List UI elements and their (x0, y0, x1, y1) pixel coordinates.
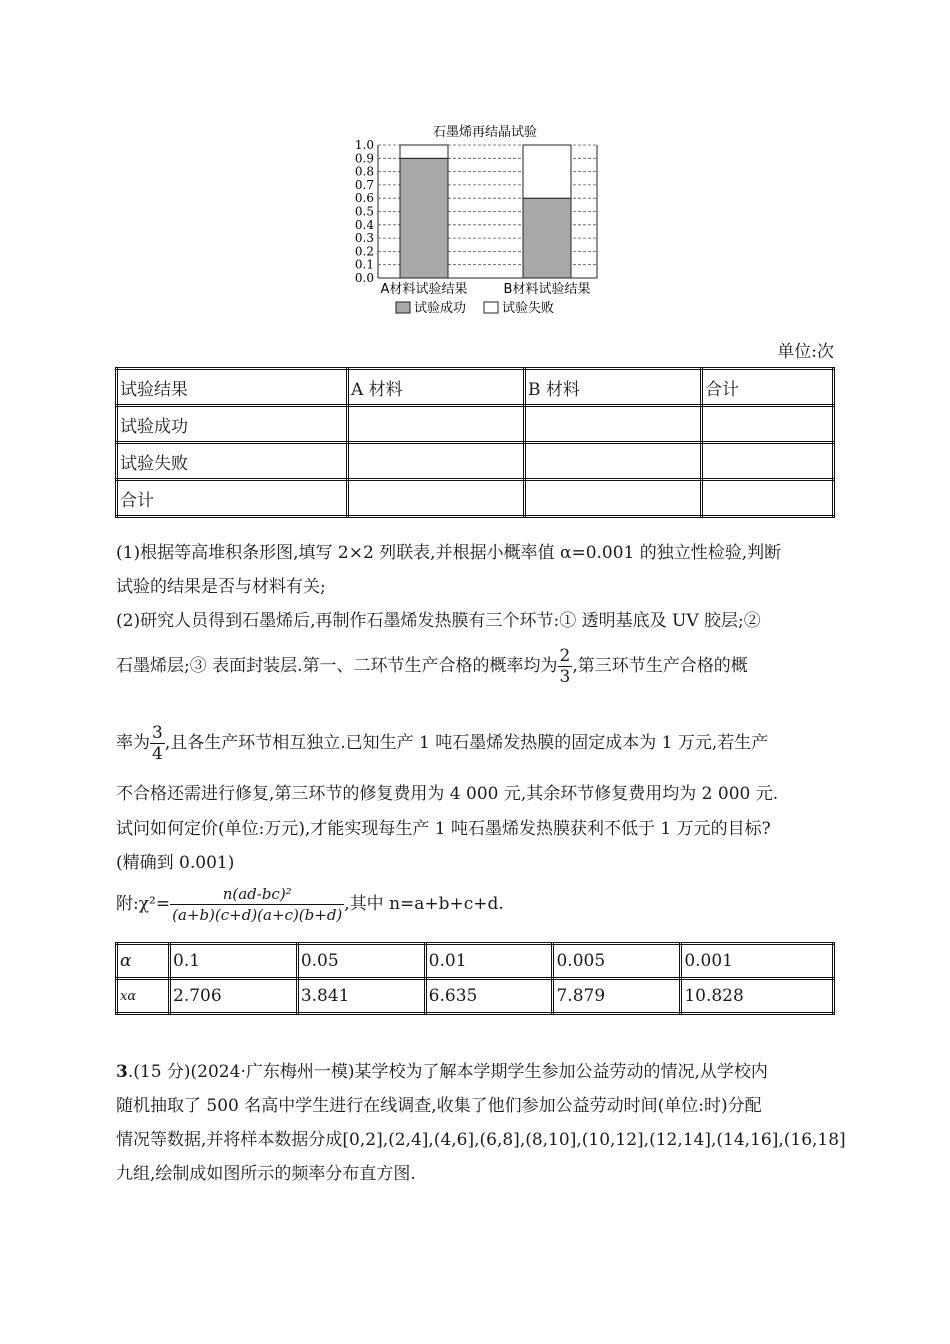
table-cell: 0.005 (553, 944, 681, 979)
table-cell (348, 480, 525, 517)
legend-label: 试验成功 (414, 301, 467, 316)
formula-suffix: ,其中 n=a+b+c+d. (344, 894, 504, 914)
header-cell: 试验结果 (117, 369, 348, 406)
question-3-line-3: 情况等数据,并将样本数据分成[0,2],(2,4],(4,6],(6,8],(8,10],(10,12],(12,14],(14,16],(16,18] (116, 1130, 846, 1150)
fraction-three-quarters (150, 723, 165, 764)
table-cell: 0.001 (681, 944, 834, 979)
formula-denominator: (a+b)(c+d)(a+c)(b+d) (172, 906, 343, 924)
formula-prefix: 附:χ²= (116, 894, 171, 914)
table-row (117, 369, 834, 406)
question-2-line-5: 试问如何定价(单位:万元),才能实现每生产 1 吨石墨烯发热膜获利不低于 1 万元的目标? (116, 819, 771, 839)
y-tick-label: 1.0 (354, 138, 374, 152)
table-cell (702, 406, 834, 443)
table-cell (702, 443, 834, 480)
chi-square-formula (116, 884, 504, 925)
table-cell (702, 480, 834, 517)
legend-swatch (396, 302, 410, 313)
header-cell: B 材料 (525, 369, 702, 406)
fraction-numerator: 2 (559, 646, 571, 666)
legend (396, 300, 554, 316)
table-cell (525, 406, 702, 443)
question-2-line-4: 不合格还需进行修复,第三环节的修复费用为 4 000 元,其余环节修复费用均为 2 000 元. (116, 784, 779, 804)
fraction-numerator: 3 (152, 723, 163, 743)
table-cell: 0.01 (425, 944, 553, 979)
table-cell (525, 443, 702, 480)
fraction-denominator: 3 (559, 667, 571, 687)
y-tick-label: 0.4 (354, 217, 374, 232)
unit-label: 单位:次 (777, 342, 834, 362)
question-1-line-1: (1)根据等高堆积条形图,填写 2×2 列联表,并根据小概率值 α=0.001 的独立性检验,判断 (116, 543, 782, 563)
bar-试验失败-0 (400, 145, 448, 158)
table-row (117, 480, 834, 517)
header-cell: A 材料 (348, 369, 525, 406)
table-cell: 0.05 (297, 944, 425, 979)
table-cell: 3.841 (297, 979, 425, 1014)
y-tick-label: 0.6 (354, 191, 374, 206)
question-3-line-4: 九组,绘制成如图所示的频率分布直方图. (116, 1164, 416, 1184)
contingency-table (115, 367, 835, 518)
stacked-bar-chart (330, 118, 620, 323)
table-cell: 6.635 (425, 979, 553, 1014)
header-cell: 合计 (702, 369, 834, 406)
text-fragment: ,且各生产环节相互独立.已知生产 1 吨石墨烯发热膜的固定成本为 1 万元,若生产 (164, 733, 769, 753)
table-cell (348, 443, 525, 480)
y-tick-label: 0.9 (354, 151, 374, 166)
table-cell (525, 480, 702, 517)
legend-label: 试验失败 (502, 301, 555, 316)
legend-swatch (484, 302, 498, 313)
y-tick-label: 0.3 (354, 231, 374, 246)
y-tick-label: 0.0 (354, 271, 374, 285)
y-tick-label: 0.5 (354, 204, 374, 219)
y-tick-label: 0.1 (354, 257, 374, 272)
alpha-label: α (117, 944, 170, 979)
question-2-line-2 (116, 646, 748, 687)
table-cell: 10.828 (681, 979, 834, 1014)
table-row (117, 406, 834, 443)
fraction-denominator: 4 (152, 744, 163, 764)
fraction-two-thirds (558, 646, 573, 687)
y-tick-label: 0.7 (354, 177, 374, 192)
text-fragment: 率为 (116, 733, 150, 753)
table-row (117, 944, 834, 979)
row-label: 合计 (117, 480, 348, 517)
text-fragment: 石墨烯层;③ 表面封装层.第一、二环节生产合格的概率均为 (116, 656, 558, 676)
text-fragment: ,第三环节生产合格的概 (572, 656, 748, 676)
y-tick-label: 0.2 (354, 244, 374, 259)
x-axis-labels (381, 281, 591, 297)
table-cell: 0.1 (170, 944, 298, 979)
question-2-line-3 (116, 723, 768, 764)
bar-试验成功-0 (400, 158, 448, 278)
table-cell: 7.879 (553, 979, 681, 1014)
x-alpha-label: xα (117, 979, 170, 1014)
row-label: 试验失败 (117, 443, 348, 480)
text-fragment: .(15 分)(2024·广东梅州一模)某学校为了解本学期学生参加公益劳动的情况,从学校内 (127, 1062, 768, 1082)
table-cell (348, 406, 525, 443)
question-2-line-1: (2)研究人员得到石墨烯后,再制作石墨烯发热膜有三个环节:① 透明基底及 UV 胶层;② (116, 611, 761, 631)
y-tick-label: 0.8 (354, 164, 374, 179)
x-tick-label: B材料试验结果 (503, 282, 591, 297)
question-1-line-2: 试验的结果是否与材料有关; (116, 577, 326, 597)
question-3-line-1 (116, 1060, 768, 1084)
row-label: 试验成功 (117, 406, 348, 443)
bar-试验失败-1 (523, 145, 571, 198)
table-row (117, 443, 834, 480)
table-row (117, 979, 834, 1014)
formula-numerator: n(ad-bc)² (170, 884, 344, 905)
question-number: 3 (116, 1062, 128, 1082)
question-3-line-2: 随机抽取了 500 名高中学生进行在线调查,收集了他们参加公益劳动时间(单位:时)分配 (116, 1096, 762, 1116)
critical-value-table (115, 942, 835, 1015)
formula-fraction (170, 884, 344, 925)
x-tick-label: A材料试验结果 (380, 282, 468, 297)
bar-试验成功-1 (523, 198, 571, 278)
question-2-line-6: (精确到 0.001) (116, 853, 235, 873)
table-cell: 2.706 (170, 979, 298, 1014)
chart-title: 石墨烯再结晶试验 (432, 125, 538, 140)
